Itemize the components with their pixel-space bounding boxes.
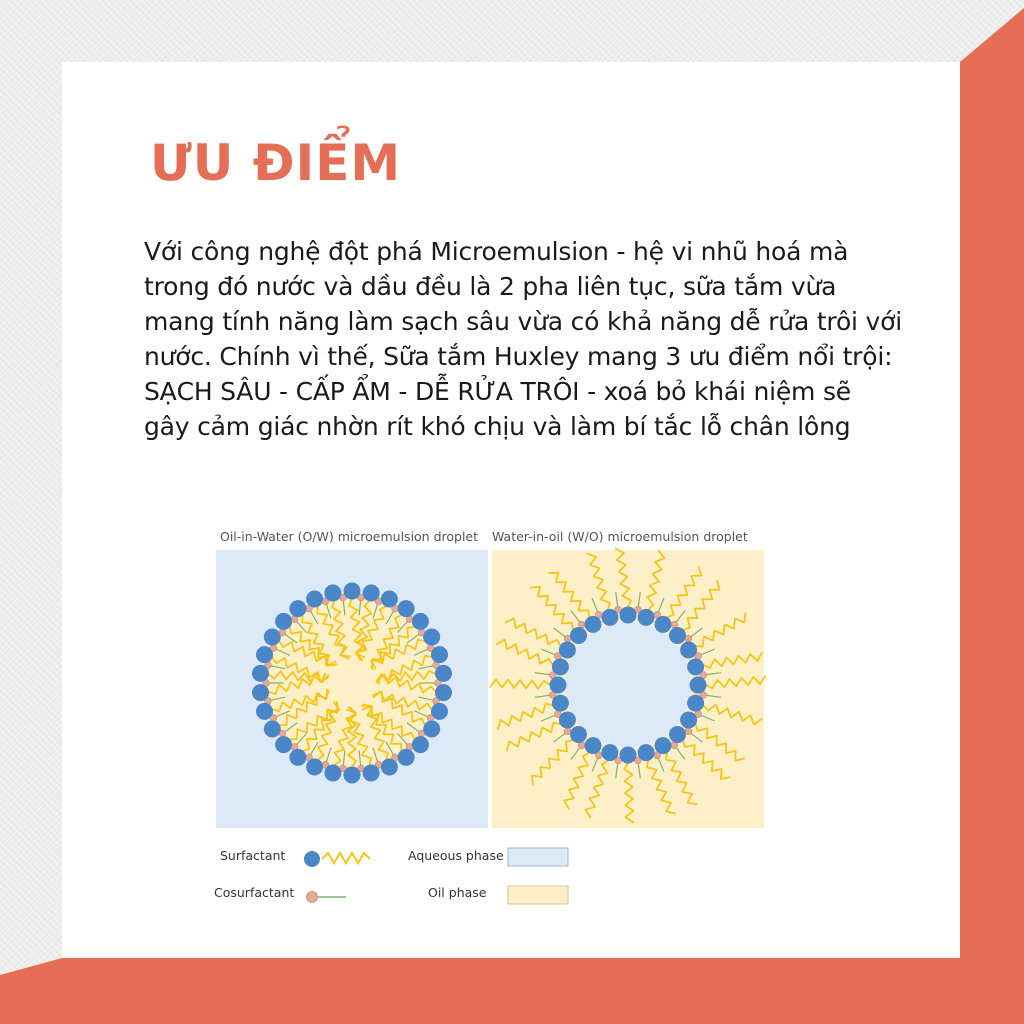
ow-surfactant-head <box>344 583 361 600</box>
ow-surfactant-head <box>423 629 440 646</box>
wo-surfactant-head <box>601 609 618 626</box>
wo-surfactant-head <box>680 642 697 659</box>
wo-surfactant-head <box>680 712 697 729</box>
wo-surfactant-head <box>669 627 686 644</box>
ow-surfactant-head <box>256 646 273 663</box>
wo-surfactant-head <box>552 658 569 675</box>
ow-surfactant-head <box>435 684 452 701</box>
wo-surfactant-head <box>655 737 672 754</box>
ow-surfactant-head <box>381 591 398 608</box>
ow-surfactant-head <box>431 703 448 720</box>
wo-surfactant-head <box>559 642 576 659</box>
ow-surfactant-head <box>306 591 323 608</box>
legend-label-cosurfactant: Cosurfactant <box>214 885 295 900</box>
page-title: ƯU ĐIỂM <box>150 134 402 192</box>
legend-oil-swatch <box>508 886 568 904</box>
ow-surfactant-head <box>275 736 292 753</box>
wo-surfactant-head <box>552 695 569 712</box>
ow-surfactant-head <box>431 646 448 663</box>
wo-surfactant-head <box>687 695 704 712</box>
description-paragraph: Với công nghệ đột phá Microemulsion - hệ vi nhũ hoá mà trong đó nước và dầu đều là 2 pha liên tục, sữa tắm vừa mang tính năng làm sạch sâu vừa có khả năng dễ rửa trôi với nước. Chính vì thế, Sữa tắm Huxley mang 3 ưu điểm nổi trội: SẠCH SÂU - CẤP ẨM - DỄ RỬA TRÔI - xoá bỏ khái niệm sẽ gây cảm giác nhờn rít khó chịu và làm bí tắc lỗ chân lông <box>144 237 902 441</box>
ow-surfactant-head <box>363 585 380 602</box>
ow-surfactant-head <box>306 759 323 776</box>
ow-surfactant-head <box>264 629 281 646</box>
ow-surfactant-head <box>289 749 306 766</box>
ow-surfactant-head <box>381 759 398 776</box>
microemulsion-diagram <box>212 526 772 906</box>
legend-surfactant-head-icon <box>304 851 320 867</box>
coral-corner-top-right <box>960 8 1024 1024</box>
wo-surfactant-head <box>638 609 655 626</box>
ow-surfactant-head <box>412 613 429 630</box>
ow-panel-caption: Oil-in-Water (O/W) microemulsion droplet <box>220 529 479 544</box>
legend-label-aqueous-phase: Aqueous phase <box>408 848 504 863</box>
ow-surfactant-head <box>275 613 292 630</box>
wo-surfactant-head <box>669 726 686 743</box>
wo-surfactant-head <box>570 627 587 644</box>
ow-surfactant-head <box>264 721 281 738</box>
wo-surfactant-head <box>638 744 655 761</box>
ow-surfactant-head <box>398 749 415 766</box>
diagram-legend <box>214 848 568 904</box>
legend-label-surfactant: Surfactant <box>220 848 286 863</box>
coral-corner-bottom-left <box>0 958 1024 1024</box>
legend-cosurfactant-head-icon <box>307 892 318 903</box>
wo-surfactant-head <box>655 616 672 633</box>
wo-surfactant-head <box>550 677 567 694</box>
ow-surfactant-head <box>363 765 380 782</box>
ow-surfactant-head <box>256 703 273 720</box>
wo-panel-caption: Water-in-oil (W/O) microemulsion droplet <box>492 529 748 544</box>
wo-surfactant-head <box>601 744 618 761</box>
ow-surfactant-head <box>344 767 361 784</box>
ow-surfactant-head <box>412 736 429 753</box>
ow-surfactant-head <box>435 665 452 682</box>
ow-surfactant-head <box>252 684 269 701</box>
ow-surfactant-head <box>423 721 440 738</box>
wo-surfactant-head <box>585 737 602 754</box>
wo-surfactant-head <box>620 747 637 764</box>
legend-label-oil-phase: Oil phase <box>428 885 487 900</box>
legend-aqueous-swatch <box>508 848 568 866</box>
wo-surfactant-head <box>690 677 707 694</box>
legend-surfactant-tail-icon <box>322 853 370 863</box>
wo-surfactant-head <box>687 658 704 675</box>
ow-surfactant-head <box>252 665 269 682</box>
ow-surfactant-head <box>324 765 341 782</box>
ow-surfactant-head <box>398 600 415 617</box>
wo-surfactant-head <box>559 712 576 729</box>
ow-surfactant-head <box>324 585 341 602</box>
content-card <box>62 62 960 958</box>
wo-surfactant-head <box>570 726 587 743</box>
ow-surfactant-head <box>289 600 306 617</box>
wo-surfactant-head <box>620 607 637 624</box>
wo-surfactant-head <box>585 616 602 633</box>
